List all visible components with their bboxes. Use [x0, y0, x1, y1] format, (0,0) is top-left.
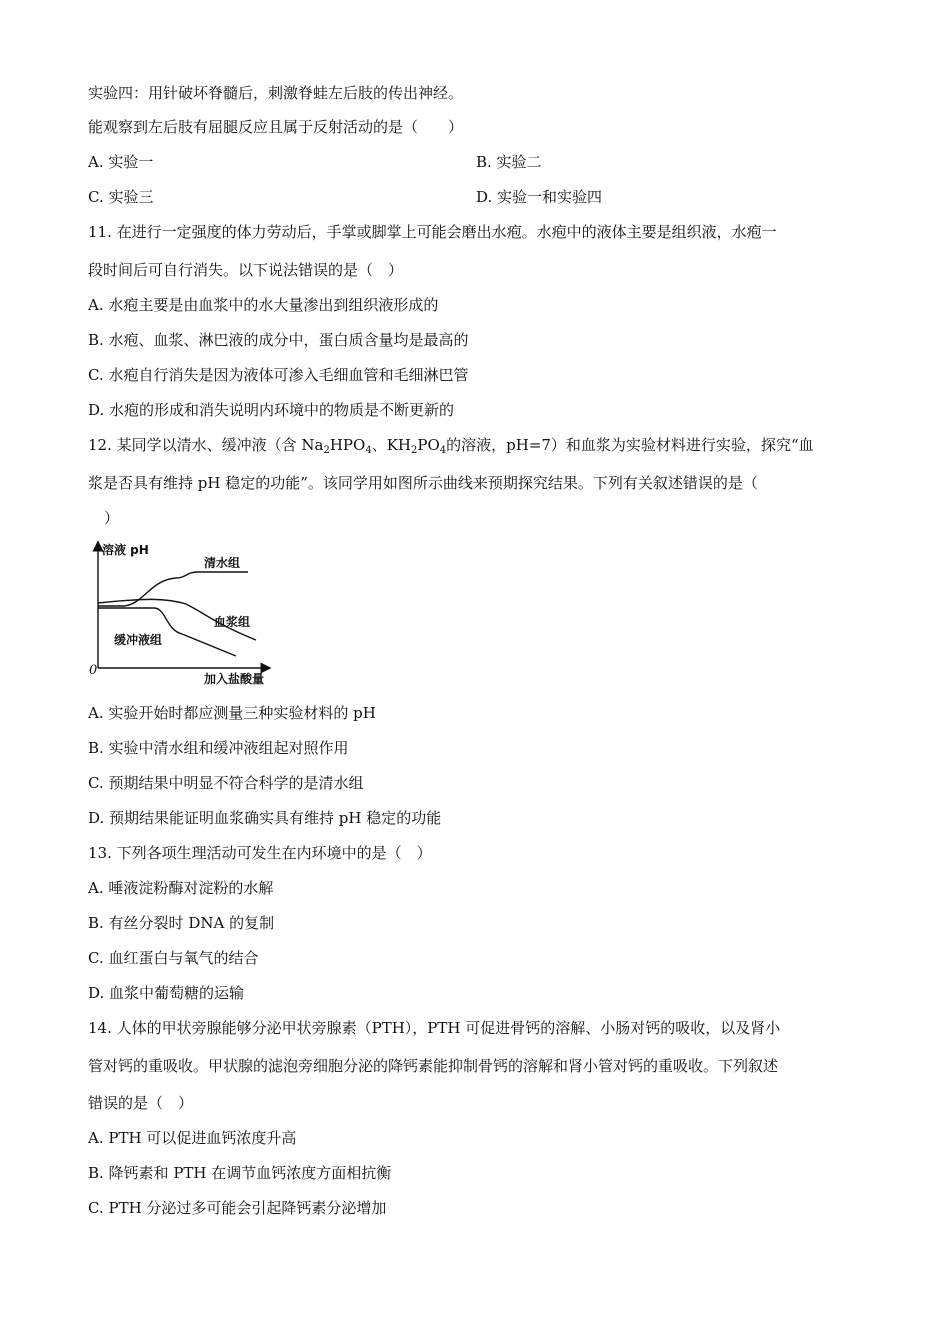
q11-option-b: B. 水疱、血浆、淋巴液的成分中，蛋白质含量均是最高的 [88, 331, 469, 349]
q12-stem-line3: ） [104, 509, 120, 527]
ph-curve-figure [86, 536, 286, 686]
q11-option-a: A. 水疱主要是由血浆中的水大量渗出到组织液形成的 [88, 296, 439, 314]
q11-option-d: D. 水疱的形成和消失说明内环境中的物质是不断更新的 [88, 401, 455, 419]
q12-stem-part: PO [417, 436, 440, 454]
q10-option-d: D. 实验一和实验四 [476, 188, 603, 206]
q13-option-a: A. 唾液淀粉酶对淀粉的水解 [88, 879, 274, 897]
q10-experiment-4: 实验四：用针破坏脊髓后，刺激脊蛙左后肢的传出神经。 [88, 84, 464, 102]
buffer-group-label: 缓冲液组 [114, 633, 163, 647]
q10-option-a: A. 实验一 [88, 153, 154, 171]
q11-stem-line1: 11. 在进行一定强度的体力劳动后，手掌或脚掌上可能会磨出水疱。水疱中的液体主要是组织液，水疱一 [88, 223, 777, 241]
q10-option-c: C. 实验三 [88, 188, 154, 206]
subscript: 4 [439, 445, 447, 456]
water-group-label: 清水组 [204, 556, 241, 570]
q12-option-c: C. 预期结果中明显不符合科学的是清水组 [88, 774, 364, 792]
q13-option-d: D. 血浆中葡萄糖的运输 [88, 984, 245, 1002]
q14-stem-line1: 14. 人体的甲状旁腺能够分泌甲状旁腺素（PTH），PTH 可促进骨钙的溶解、小肠对钙的吸收，以及肾小 [88, 1019, 781, 1037]
q14-option-c: C. PTH 分泌过多可能会引起降钙素分泌增加 [88, 1199, 387, 1217]
q12-option-a: A. 实验开始时都应测量三种实验材料的 pH [88, 704, 376, 722]
x-axis-label: 加入盐酸量 [204, 672, 265, 686]
q11-option-c: C. 水疱自行消失是因为液体可渗入毛细血管和毛细淋巴管 [88, 366, 469, 384]
q12-stem-line2: 浆是否具有维持 pH 稳定的功能”。该同学用如图所示曲线来预期探究结果。下列有关叙述错误的是（ [88, 474, 758, 492]
q12-option-d: D. 预期结果能证明血浆确实具有维持 pH 稳定的功能 [88, 809, 442, 827]
q10-option-b: B. 实验二 [476, 153, 542, 171]
q12-stem-part: 、KH [371, 436, 411, 454]
ph-curve-svg [86, 536, 286, 686]
plasma-group-label: 血浆组 [214, 615, 251, 629]
q12-option-b: B. 实验中清水组和缓冲液组起对照作用 [88, 739, 349, 757]
q14-stem-line2: 管对钙的重吸收。甲状腺的滤泡旁细胞分泌的降钙素能抑制骨钙的溶解和肾小管对钙的重吸收。下列叙述 [88, 1057, 779, 1075]
q13-option-b: B. 有丝分裂时 DNA 的复制 [88, 914, 275, 932]
q10-stem: 能观察到左后肢有屈腿反应且属于反射活动的是（ ） [88, 118, 464, 136]
q11-stem-line2: 段时间后可自行消失。以下说法错误的是（ ） [88, 261, 404, 279]
q13-stem: 13. 下列各项生理活动可发生在内环境中的是（ ） [88, 844, 432, 862]
subscript: 2 [411, 445, 418, 456]
q12-stem-part: 的溶液，pH=7）和血浆为实验材料进行实验，探究“血 [446, 436, 814, 454]
subscript: 2 [323, 445, 330, 456]
q12-stem-part: HPO [329, 436, 366, 454]
subscript: 4 [365, 445, 372, 456]
y-axis-label: 溶液 pH [102, 543, 149, 557]
q13-option-c: C. 血红蛋白与氧气的结合 [88, 949, 259, 967]
q12-stem-part: 12. 某同学以清水、缓冲液（含 Na [88, 436, 324, 454]
q14-option-b: B. 降钙素和 PTH 在调节血钙浓度方面相抗衡 [88, 1164, 392, 1182]
q14-option-a: A. PTH 可以促进血钙浓度升高 [88, 1129, 297, 1147]
origin-label: 0 [89, 663, 98, 678]
q14-stem-line3: 错误的是（ ） [88, 1094, 194, 1112]
q12-stem-line1 [88, 435, 868, 455]
